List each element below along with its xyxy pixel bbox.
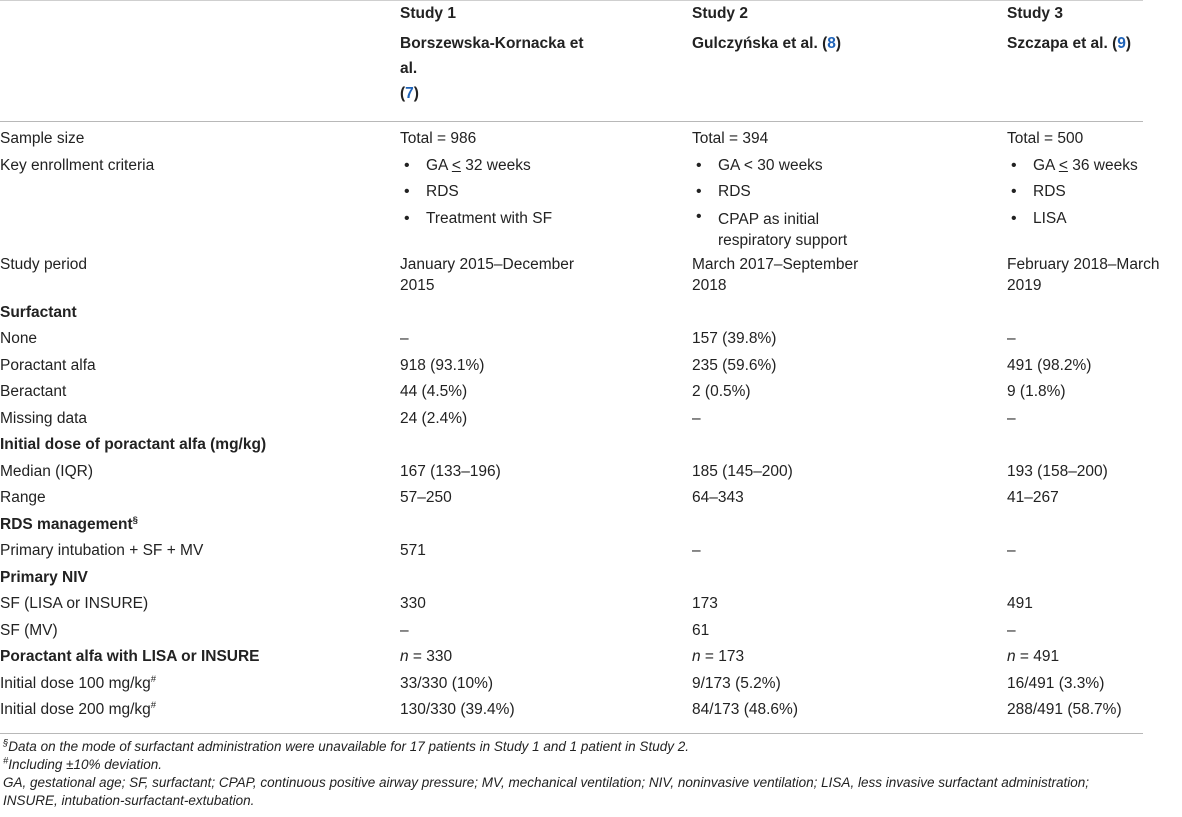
criteria-item: • Treatment with SF: [400, 206, 692, 233]
cell-study-1: –: [400, 330, 409, 347]
row-label: Median (IQR): [0, 462, 94, 480]
row-poractant-lisa-insure: [0, 644, 1143, 671]
footnote-abbreviations: GA, gestational age; SF, surfactant; CPAP, continuous positive airway pressure; MV, mechanical ventilation; NIV, noninvasive ventilation; LISA, less invasive surfactant administration; INSURE, intubation-surfactant-extubation.: [3, 775, 1090, 808]
study-2-authors: Gulczyńska et al. (8): [692, 35, 842, 52]
cell-study-3: 9 (1.8%): [1007, 383, 1066, 400]
study-3-ref-link[interactable]: 9: [1117, 35, 1126, 52]
cell-study-2: 185 (145–200): [692, 462, 793, 480]
cell-study-1: 33/330 (10%): [400, 674, 494, 692]
section-surfactant: [0, 296, 1143, 327]
study-1-title: Study 1: [400, 5, 456, 22]
criteria-item: • CPAP as initial respiratory support: [692, 206, 868, 251]
row-label: Study period: [0, 255, 88, 273]
cell-study-3: February 2018–March 2019: [1007, 255, 1160, 294]
cell-study-3: 491 (98.2%): [1007, 356, 1092, 374]
row-enrollment-criteria: [0, 153, 1143, 251]
footnote-marker: #: [150, 673, 157, 685]
table-footnotes: [3, 738, 1139, 810]
row-dose-200: [0, 697, 1143, 733]
row-label: Range: [0, 489, 46, 506]
criteria-list: [692, 153, 1007, 251]
study-2-title: Study 2: [692, 5, 748, 22]
row-sf-lisa-insure: [0, 591, 1143, 618]
criteria-item: • GA < 36 weeks: [1007, 153, 1143, 180]
row-label: Poractant alfa with LISA or INSURE: [0, 648, 260, 665]
row-range: [0, 485, 1143, 512]
row-label: SF (MV): [0, 621, 58, 639]
cell-study-1: 24 (2.4%): [400, 409, 468, 427]
cell-study-2: [692, 153, 1007, 251]
row-label: Beractant: [0, 383, 67, 400]
criteria-list: [400, 153, 692, 233]
header-study-2: [692, 1, 1007, 122]
cell-study-3: Total = 500: [1007, 130, 1084, 147]
cell-study-3: –: [1007, 621, 1016, 639]
cell-study-3: 41–267: [1007, 489, 1059, 506]
header-row: [0, 1, 1143, 122]
cell-study-1: January 2015–December 2015: [400, 255, 575, 294]
criteria-item: • RDS: [692, 179, 1007, 206]
study-3-authors: Szczapa et al. (9): [1007, 35, 1132, 52]
criteria-item: • GA < 30 weeks: [692, 153, 1007, 180]
cell-study-2: Total = 394: [692, 130, 769, 147]
row-label: Primary intubation + SF + MV: [0, 542, 204, 559]
footnote-marker: §: [132, 514, 138, 526]
section-heading: RDS management§: [0, 514, 138, 533]
criteria-item: • RDS: [400, 179, 692, 206]
cell-study-2: –: [692, 409, 701, 427]
row-label: SF (LISA or INSURE): [0, 595, 149, 612]
row-label: Missing data: [0, 409, 88, 427]
footnote-1: §Data on the mode of surfactant administration were unavailable for 17 patients in Study 1 and 1 patient in Study 2.: [3, 737, 689, 754]
row-dose-100: [0, 671, 1143, 698]
row-beractant: [0, 379, 1143, 406]
row-label: Key enrollment criteria: [0, 156, 155, 174]
cell-study-1: 44 (4.5%): [400, 383, 468, 400]
footnote-marker: #: [150, 699, 157, 711]
section-heading: Primary NIV: [0, 568, 88, 586]
cell-study-2: 64–343: [692, 489, 744, 506]
cell-study-1: 57–250: [400, 489, 452, 506]
cell-study-2: 157 (39.8%): [692, 330, 777, 347]
cell-study-1: n = 330: [400, 648, 453, 665]
header-study-1: [400, 1, 692, 122]
row-label: Sample size: [0, 130, 85, 147]
cell-study-2: n = 173: [692, 648, 745, 665]
section-initial-dose: [0, 432, 1143, 459]
row-study-period: [0, 251, 1143, 296]
row-poractant-alfa: [0, 353, 1143, 380]
cell-study-1: –: [400, 621, 409, 639]
cell-study-1: 330: [400, 595, 426, 612]
cell-study-2: 61: [692, 621, 710, 639]
cell-study-3: –: [1007, 330, 1016, 347]
row-missing-data: [0, 406, 1143, 433]
section-primary-niv: [0, 565, 1143, 592]
criteria-item: • LISA: [1007, 206, 1143, 233]
cell-study-1: [400, 153, 692, 251]
header-study-3: [1007, 1, 1143, 122]
row-median-iqr: [0, 459, 1143, 486]
cell-study-3: [1007, 153, 1143, 251]
cell-study-1: Total = 986: [400, 130, 477, 147]
criteria-item: • GA < 32 weeks: [400, 153, 692, 180]
header-empty-cell: [0, 1, 400, 122]
row-sf-mv: [0, 618, 1143, 645]
cell-study-2: 2 (0.5%): [692, 383, 751, 400]
cell-study-2: March 2017–September 2018: [692, 255, 859, 294]
study-2-ref-link[interactable]: 8: [827, 35, 836, 52]
row-label: None: [0, 330, 38, 347]
cell-study-3: –: [1007, 409, 1016, 427]
criteria-list: [1007, 153, 1143, 233]
cell-study-2: 173: [692, 595, 718, 612]
footnote-2: #Including ±10% deviation.: [3, 755, 163, 772]
row-label: Initial dose 200 mg/kg#: [0, 699, 157, 718]
row-none: [0, 326, 1143, 353]
row-label: Poractant alfa: [0, 356, 96, 374]
study-1-ref-link[interactable]: 7: [405, 85, 414, 102]
section-heading: Initial dose of poractant alfa (mg/kg): [0, 436, 267, 453]
cell-study-2: 84/173 (48.6%): [692, 701, 798, 718]
cell-study-2: 235 (59.6%): [692, 356, 777, 374]
row-sample-size: [0, 122, 1143, 153]
cell-study-3: 288/491 (58.7%): [1007, 701, 1122, 718]
cell-study-2: –: [692, 542, 701, 559]
cell-study-3: –: [1007, 542, 1016, 559]
cell-study-2: 9/173 (5.2%): [692, 674, 781, 692]
row-label: Initial dose 100 mg/kg#: [0, 673, 157, 692]
cell-study-3: 16/491 (3.3%): [1007, 674, 1105, 692]
row-primary-intubation: [0, 538, 1143, 565]
cell-study-3: 491: [1007, 595, 1033, 612]
criteria-item: • RDS: [1007, 179, 1143, 206]
study-1-authors: Borszewska-Kornacka et al. (7): [400, 35, 584, 102]
cell-study-3: 193 (158–200): [1007, 462, 1108, 480]
cell-study-1: 571: [400, 542, 426, 559]
section-heading: Surfactant: [0, 303, 77, 321]
section-rds-management: [0, 512, 1143, 539]
cell-study-1: 918 (93.1%): [400, 356, 485, 374]
cell-study-1: 167 (133–196): [400, 462, 501, 480]
study-3-title: Study 3: [1007, 5, 1063, 22]
cell-study-1: 130/330 (39.4%): [400, 701, 515, 718]
cell-study-3: n = 491: [1007, 648, 1060, 665]
